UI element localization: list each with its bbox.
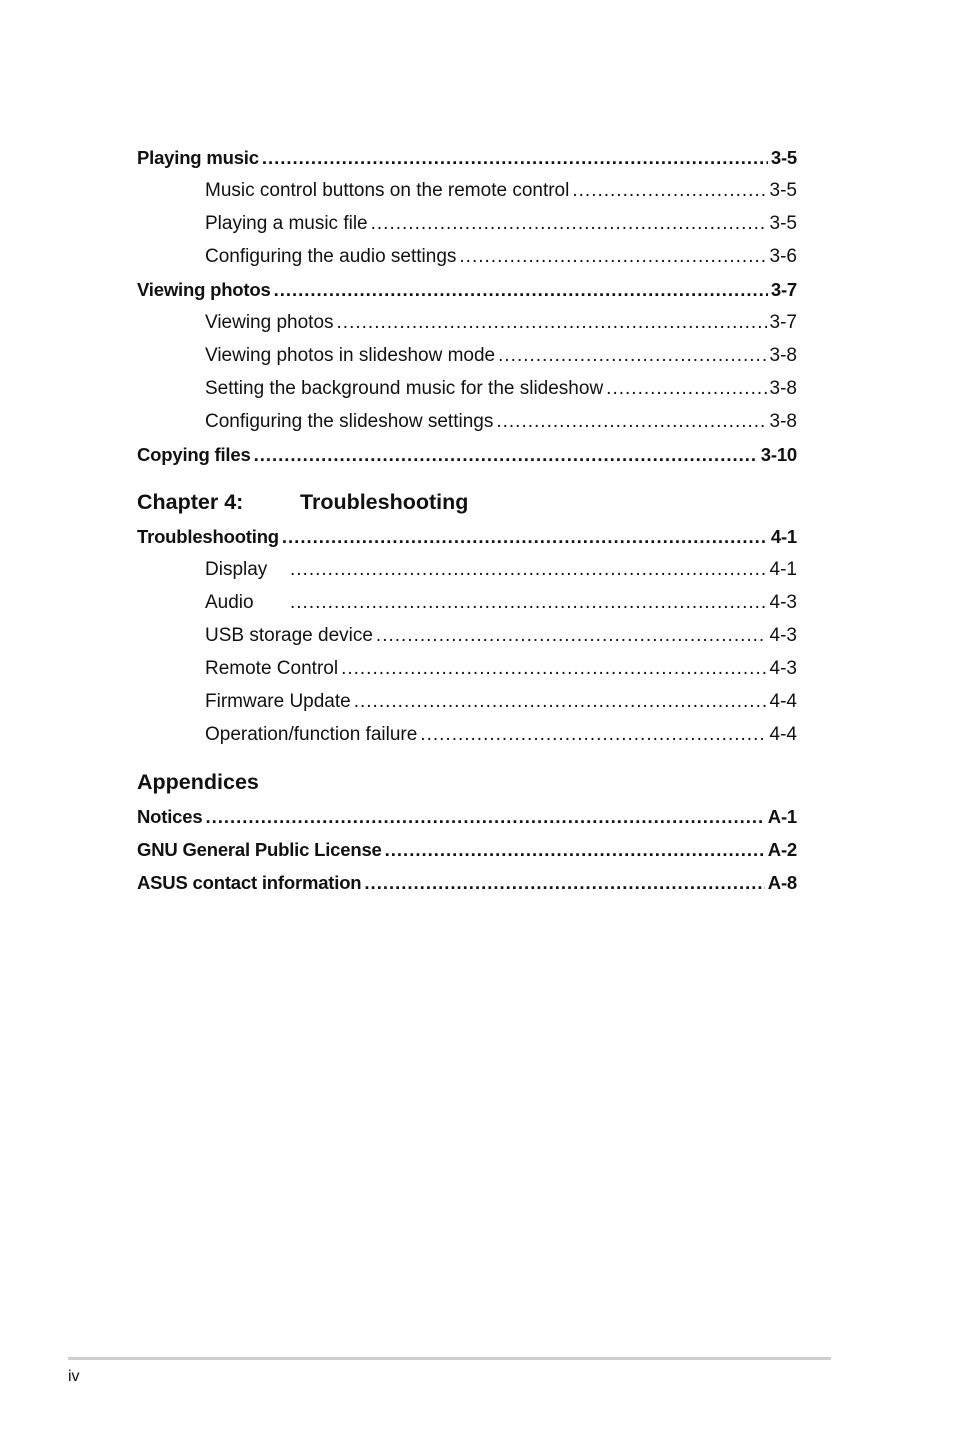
toc-entry-label: Copying files [137,444,251,465]
toc-entry-slideshow-settings[interactable] [137,405,797,438]
toc-entry-label: Notices [137,806,203,827]
toc-entry-page: 4-1 [770,526,797,547]
dot-leader [354,685,767,718]
toc-entry-display[interactable] [137,553,797,586]
toc-entry-page: 3-10 [760,444,797,465]
footer-divider [68,1357,831,1360]
toc-entry-operation-failure[interactable] [137,718,797,751]
toc-entry-label: Viewing photos [205,312,334,333]
toc-entry-usb-storage[interactable] [137,619,797,652]
toc-entry-music-control-buttons[interactable] [137,174,797,207]
toc-entry-label: Viewing photos in slideshow mode [205,345,496,366]
page-number: iv [68,1368,80,1385]
dot-leader [376,619,767,652]
toc-entry-page: 4-3 [769,592,797,613]
dot-leader [385,833,765,866]
toc-entry-copying-files[interactable] [137,438,797,471]
toc-entry-label: Troubleshooting [137,526,279,547]
dot-leader [420,718,766,751]
toc-entry-page: 3-8 [769,345,797,366]
dot-leader [274,273,768,306]
dot-leader [341,652,766,685]
toc-entry-troubleshooting[interactable] [137,520,797,553]
toc-entry-page: 4-3 [769,625,797,646]
chapter-heading [137,484,797,520]
chapter-number: Chapter 4: [137,490,244,514]
toc-entry-audio[interactable] [137,586,797,619]
toc-entry-label: Operation/function failure [205,724,418,745]
dot-leader [459,240,766,273]
dot-leader [496,405,766,438]
toc-entry-label: Remote Control [205,658,339,679]
toc-entry-page: A-1 [767,806,797,827]
toc-entry-page: 4-1 [769,559,797,580]
dot-leader [498,339,766,372]
dot-leader [371,207,767,240]
toc-entry-page: 4-4 [769,724,797,745]
toc-entry-label: GNU General Public License [137,839,382,860]
toc-entry-label: Audio [205,592,254,613]
toc-entry-page: 3-7 [769,312,797,333]
toc-entry-background-music[interactable] [137,372,797,405]
toc-entry-label: Playing a music file [205,213,368,234]
dot-leader [205,800,764,833]
chapter-title: Troubleshooting [300,490,469,514]
toc-entry-label: Firmware Update [205,691,351,712]
toc-entry-slideshow-mode[interactable] [137,339,797,372]
toc-entry-gnu-license[interactable] [137,833,797,866]
toc-entry-page: 3-6 [769,246,797,267]
toc-entry-label: USB storage device [205,625,373,646]
toc-entry-page: 3-5 [770,147,797,168]
toc-entry-page: 3-5 [769,180,797,201]
appendices-heading: Appendices [137,770,259,794]
table-of-contents [137,141,797,899]
toc-entry-firmware-update[interactable] [137,685,797,718]
toc-entry-playing-music-file[interactable] [137,207,797,240]
toc-entry-label: Configuring the slideshow settings [205,411,494,432]
dot-leader [282,520,768,553]
toc-entry-configuring-audio[interactable] [137,240,797,273]
toc-entry-playing-music[interactable] [137,141,797,174]
toc-entry-page: 3-5 [769,213,797,234]
dot-leader [364,866,764,899]
toc-entry-page: 3-7 [770,279,797,300]
toc-entry-notices[interactable] [137,800,797,833]
dot-leader [606,372,766,405]
toc-entry-label: Viewing photos [137,279,271,300]
dot-leader [337,306,767,339]
dot-leader [262,141,768,174]
toc-entry-page: 3-8 [769,411,797,432]
toc-entry-viewing-photos-section[interactable] [137,273,797,306]
toc-entry-label: Playing music [137,147,259,168]
toc-entry-label: ASUS contact information [137,872,362,893]
dot-leader [254,438,758,471]
toc-entry-label: Music control buttons on the remote control [205,180,570,201]
toc-entry-label: Setting the background music for the slideshow [205,378,604,399]
toc-entry-page: 3-8 [769,378,797,399]
toc-entry-label: Display [205,559,268,580]
toc-entry-page: A-2 [767,839,797,860]
dot-leader [572,174,766,207]
toc-entry-page: 4-4 [769,691,797,712]
toc-entry-label: Configuring the audio settings [205,246,457,267]
dot-leader [290,586,767,619]
toc-entry-remote-control[interactable] [137,652,797,685]
dot-leader [290,553,767,586]
toc-entry-page: A-8 [767,872,797,893]
toc-entry-viewing-photos[interactable] [137,306,797,339]
toc-entry-page: 4-3 [769,658,797,679]
toc-entry-asus-contact[interactable] [137,866,797,899]
